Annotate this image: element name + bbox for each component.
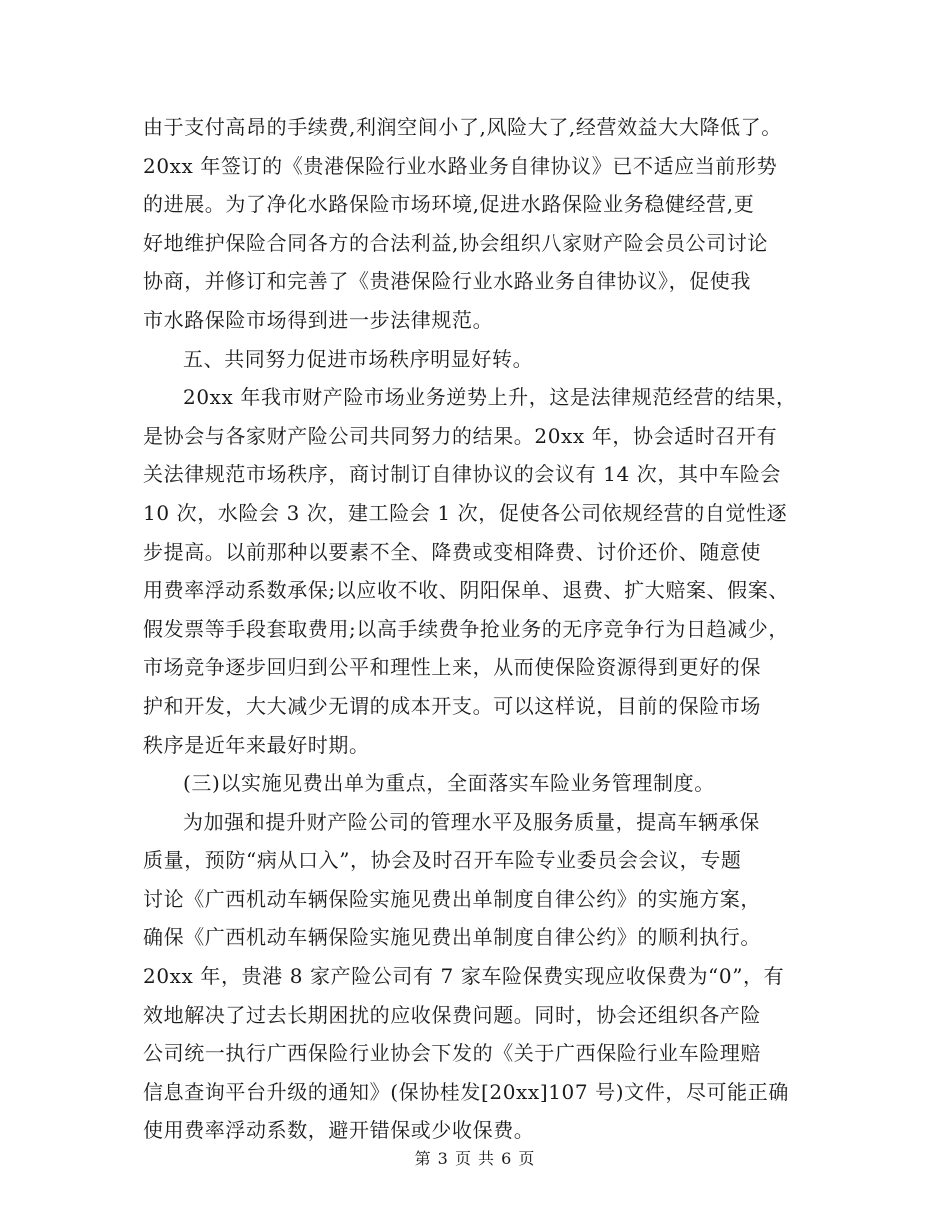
text-line: 10 次，水险会 3 次，建工险会 1 次，促使各公司依规经营的自觉性逐: [143, 500, 788, 525]
text-line: 效地解决了过去长期困扰的应收保费问题。同时，协会还组织各产险: [143, 1002, 761, 1027]
section-heading: (三)以实施见费出单为重点，全面落实车险业务管理制度。: [183, 771, 715, 796]
text-line: 关法律规范市场秩序，商讨制订自律协议的会议有 14 次，其中车险会: [143, 462, 781, 487]
section-heading: 五、共同努力促进市场秩序明显好转。: [183, 346, 534, 371]
text-line: 公司统一执行广西保险行业协会下发的《关于广西保险行业车险理赔: [143, 1041, 761, 1066]
text-line: 假发票等手段套取费用;以高手续费争抢业务的无序竞争行为日趋减少，: [143, 616, 789, 641]
text-line: 好地维护保险合同各方的合法利益,协会组织八家财产险会员公司讨论: [143, 230, 768, 255]
text-line: 协商，并修订和完善了《贵港保险行业水路业务自律协议》，促使我: [143, 269, 751, 294]
text-line: 是协会与各家财产险公司共同努力的结果。20xx 年，协会适时召开有: [143, 423, 778, 448]
text-line: 市水路保险市场得到进一步法律规范。: [143, 307, 494, 332]
document-body: [143, 108, 823, 1150]
text-line: 的进展。为了净化水路保险市场环境,促进水路保险业务稳健经营,更: [143, 192, 755, 217]
text-line: 使用费率浮动系数，避开错保或少收保费。: [143, 1118, 535, 1143]
text-line: 确保《广西机动车辆保险实施见费出单制度自律公约》的顺利执行。: [143, 925, 761, 950]
text-line: 用费率浮动系数承保;以应收不收、阴阳保单、退费、扩大赔案、假案、: [143, 578, 789, 603]
text-line: 秩序是近年来最好时期。: [143, 732, 370, 757]
text-line: 20xx 年我市财产险市场业务逆势上升，这是法律规范经营的结果，: [183, 385, 797, 410]
text-line: 讨论《广西机动车辆保险实施见费出单制度自律公约》的实施方案，: [143, 886, 761, 911]
text-line: 由于支付高昂的手续费,利润空间小了,风险大了,经营效益大大降低了。: [143, 115, 782, 139]
text-line: 质量，预防“病从口入”，协会及时召开车险专业委员会会议，专题: [143, 848, 742, 873]
text-line: 为加强和提升财产险公司的管理水平及服务质量，提高车辆承保: [183, 809, 760, 834]
text-line: 20xx 年，贵港 8 家产险公司有 7 家车险保费实现应收保费为“0”，有: [143, 964, 785, 989]
page-number-footer: 第 3 页 共 6 页: [414, 1149, 536, 1168]
text-line: 护和开发，大大减少无谓的成本开支。可以这样说，目前的保险市场: [143, 693, 761, 718]
text-line: 信息查询平台升级的通知》(保协桂发[20xx]107 号)文件，尽可能正确: [143, 1079, 789, 1104]
text-line: 20xx 年签订的《贵港保险行业水路业务自律协议》已不适应当前形势: [143, 153, 778, 178]
text-line: 步提高。以前那种以要素不全、降费或变相降费、讨价还价、随意使: [143, 539, 761, 564]
text-line: 市场竞争逐步回归到公平和理性上来，从而使保险资源得到更好的保: [143, 655, 761, 680]
